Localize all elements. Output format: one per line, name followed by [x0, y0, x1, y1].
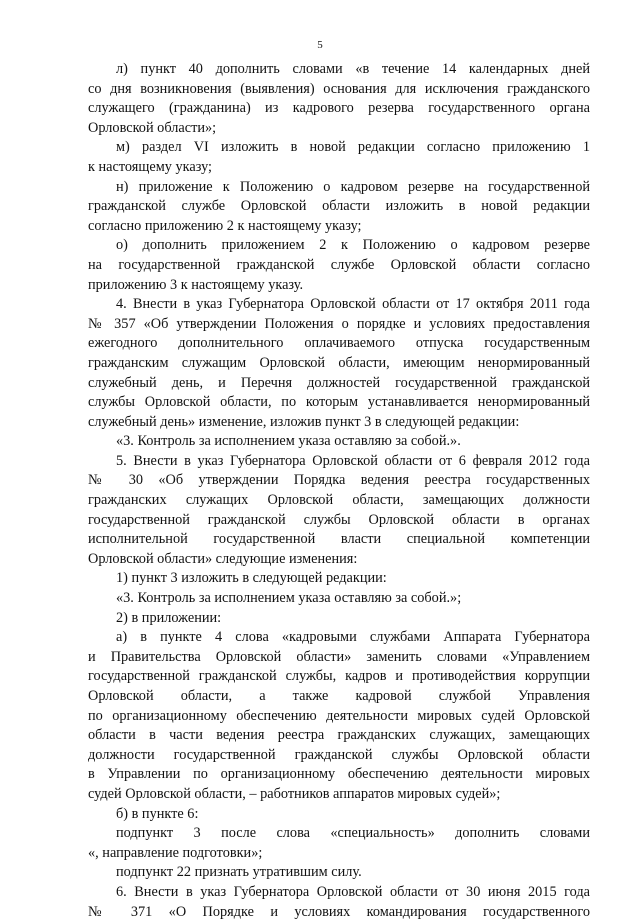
text-line: Орловской области» следующие изменения: [88, 550, 358, 567]
text-line: 2) в приложении: [116, 609, 222, 626]
text-line: служебный день, и Перечня должностей государственной гражданской [88, 374, 590, 391]
text-line: судей Орловской области, – работников аппаратов мировых судей»; [88, 785, 501, 802]
text-line: Орловской области, а также кадровой службой Управления [88, 688, 590, 704]
text-line: со дня возникновения (выявления) основания для исключения гражданского [88, 80, 590, 97]
text-line: «3. Контроль за исполнением указа оставляю за собой.»; [116, 590, 462, 607]
text-line: приложению 3 к настоящему указу. [88, 276, 304, 293]
text-line: по организационному обеспечению деятельности мировых судей Орловской [88, 707, 590, 724]
text-line: 4. Внести в указ Губернатора Орловской области от 17 октября 2011 года [116, 296, 590, 313]
text-line: № 371 «О Порядке и условиях командирования государственного [88, 903, 590, 920]
text-line: «3. Контроль за исполнением указа оставляю за собой.». [116, 433, 461, 450]
text-line: № 357 «Об утверждении Положения о порядке и условиях предоставления [88, 315, 590, 332]
text-line: государственной гражданской службы, кадров и противодействия коррупции [88, 668, 590, 685]
text-line: а) в пункте 4 слова «кадровыми службами Аппарата Губернатора [116, 629, 590, 646]
text-line: на государственной гражданской службе Орловской области согласно [88, 256, 590, 273]
text-line: служащего (гражданина) из кадрового резерва государственного органа [88, 100, 590, 117]
text-line: н) приложение к Положению о кадровом резерве на государственной [116, 178, 590, 195]
text-line: 5. Внести в указ Губернатора Орловской области от 6 февраля 2012 года [116, 452, 590, 469]
text-line: б) в пункте 6: [116, 805, 199, 822]
text-line: служебный день» изменение, изложив пункт 3 в следующей редакции: [88, 413, 520, 430]
text-line: «, направление подготовки»; [88, 844, 263, 861]
text-line: ежегодного дополнительного оплачиваемого отпуска государственным [88, 335, 590, 352]
text-line: л) пункт 40 дополнить словами «в течение 14 календарных дней [116, 61, 590, 77]
text-line: согласно приложению 2 к настоящему указу; [88, 217, 362, 234]
text-line: должности государственной гражданской службы Орловской области [88, 746, 590, 763]
text-line: государственной гражданской службы Орловской области в органах [88, 511, 590, 528]
text-line: № 30 «Об утверждении Порядка ведения реестра государственных [88, 472, 590, 489]
text-line: подпункт 22 признать утратившим силу. [116, 864, 362, 881]
document-body [88, 60, 590, 922]
text-line: о) дополнить приложением 2 к Положению о кадровом резерве [116, 237, 590, 254]
text-line: подпункт 3 после слова «специальность» дополнить словами [116, 825, 590, 842]
text-line: службы Орловской области, по которым устанавливается ненормированный [88, 394, 590, 411]
text-line: 1) пункт 3 изложить в следующей редакции: [116, 570, 387, 587]
text-line: гражданской службе Орловской области изложить в новой редакции [88, 198, 590, 215]
text-line: 6. Внести в указ Губернатора Орловской области от 30 июня 2015 года [116, 883, 590, 900]
text-line: в Управлении по организационному обеспечению деятельности мировых [88, 766, 590, 783]
text-line: гражданских служащих Орловской области, замещающих должности [88, 492, 590, 509]
text-line: области в части ведения реестра гражданских служащих, замещающих [88, 727, 590, 744]
text-line: гражданским служащим Орловской области, имеющим ненормированный [88, 354, 590, 371]
text-line: к настоящему указу; [88, 158, 213, 175]
text-line: м) раздел VI изложить в новой редакции согласно приложению 1 [116, 139, 590, 156]
text-line: исполнительной государственной власти специальной компетенции [88, 531, 590, 548]
text-line: Орловской области»; [88, 119, 217, 136]
text-line: и Правительства Орловской области» заменить словами «Управлением [88, 648, 590, 665]
page-number: 5 [317, 39, 323, 51]
